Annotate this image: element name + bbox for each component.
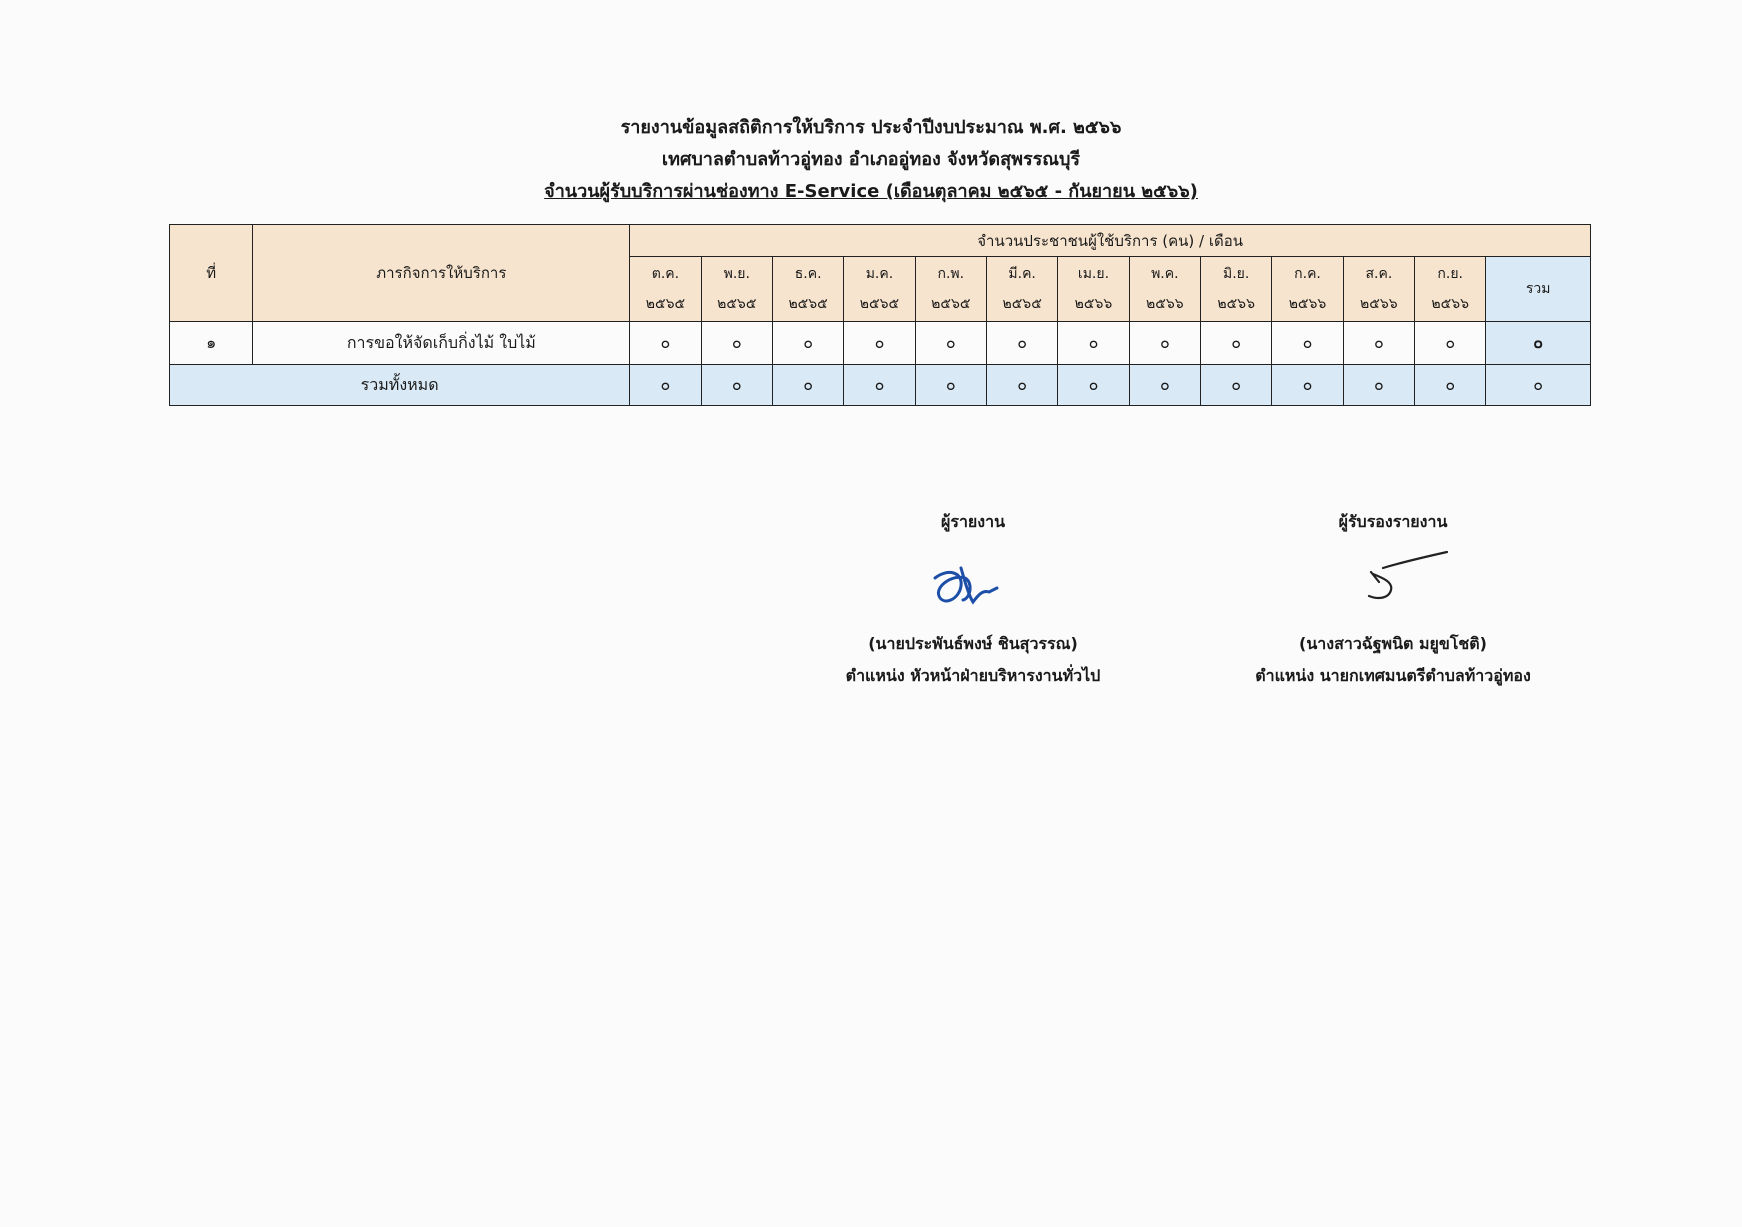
statistics-table — [169, 224, 1591, 406]
row-value: ๐ — [1272, 322, 1343, 365]
grand-total-value: ๐ — [772, 365, 843, 406]
month-header: พ.ย. ๒๕๖๕ — [701, 257, 772, 322]
row-value: ๐ — [1129, 322, 1200, 365]
approver-signature-block — [1233, 506, 1553, 692]
row-value: ๐ — [986, 322, 1057, 365]
row-value: ๐ — [1058, 322, 1129, 365]
month-header: ม.ค. ๒๕๖๕ — [844, 257, 915, 322]
row-total: ๐ — [1486, 322, 1591, 365]
row-value: ๐ — [1343, 322, 1414, 365]
signature-scribble-icon — [813, 538, 1133, 628]
table-row — [170, 322, 1591, 365]
row-value: ๐ — [630, 322, 701, 365]
col-header-no: ที่ — [170, 225, 253, 322]
grand-total-row — [170, 365, 1591, 406]
report-header — [0, 112, 1742, 208]
reporter-position: ตำแหน่ง หัวหน้าฝ่ายบริหารงานทั่วไป — [845, 666, 1101, 685]
approver-role: ผู้รับรองรายงาน — [1338, 512, 1448, 531]
grand-total-value: ๐ — [1058, 365, 1129, 406]
reporter-signature-block — [813, 506, 1133, 692]
row-value: ๐ — [1415, 322, 1486, 365]
month-header: ก.ค. ๒๕๖๖ — [1272, 257, 1343, 322]
col-header-service: ภารกิจการให้บริการ — [253, 225, 630, 322]
grand-total-value: ๐ — [1415, 365, 1486, 406]
grand-total-value: ๐ — [986, 365, 1057, 406]
month-header: มี.ค. ๒๕๖๕ — [986, 257, 1057, 322]
row-value: ๐ — [701, 322, 772, 365]
month-header: ก.พ. ๒๕๖๕ — [915, 257, 986, 322]
month-header: ส.ค. ๒๕๖๖ — [1343, 257, 1414, 322]
report-organization: เทศบาลตำบลท้าวอู่ทอง อำเภออู่ทอง จังหวัดสุพรรณบุรี — [661, 149, 1081, 170]
signature-mark-icon — [1233, 538, 1553, 628]
month-header: ธ.ค. ๒๕๖๕ — [772, 257, 843, 322]
month-header: ก.ย. ๒๕๖๖ — [1415, 257, 1486, 322]
report-title: รายงานข้อมูลสถิติการให้บริการ ประจำปีงบประมาณ พ.ศ. ๒๕๖๖ — [620, 117, 1122, 138]
month-header: พ.ค. ๒๕๖๖ — [1129, 257, 1200, 322]
reporter-signature — [813, 538, 1133, 628]
col-header-group: จำนวนประชาชนผู้ใช้บริการ (คน) / เดือน — [630, 225, 1591, 257]
col-header-total: รวม — [1486, 257, 1591, 322]
report-subtitle: จำนวนผู้รับบริการผ่านช่องทาง E-Service (เดือนตุลาคม ๒๕๖๕ - กันยายน ๒๕๖๖) — [544, 181, 1198, 202]
month-header: มิ.ย. ๒๕๖๖ — [1201, 257, 1272, 322]
month-header: ต.ค. ๒๕๖๕ — [630, 257, 701, 322]
grand-total-value: ๐ — [701, 365, 772, 406]
grand-total-value: ๐ — [1201, 365, 1272, 406]
grand-total-value: ๐ — [844, 365, 915, 406]
grand-total-value: ๐ — [915, 365, 986, 406]
row-value: ๐ — [1201, 322, 1272, 365]
month-header: เม.ย. ๒๕๖๖ — [1058, 257, 1129, 322]
grand-total-value: ๐ — [1272, 365, 1343, 406]
row-no: ๑ — [170, 322, 253, 365]
approver-position: ตำแหน่ง นายกเทศมนตรีตำบลท้าวอู่ทอง — [1255, 666, 1531, 685]
reporter-role: ผู้รายงาน — [940, 512, 1006, 531]
reporter-name: (นายประพันธ์พงษ์ ชินสุวรรณ) — [868, 634, 1078, 653]
grand-total-label: รวมทั้งหมด — [170, 365, 630, 406]
row-value: ๐ — [844, 322, 915, 365]
grand-total-sum: ๐ — [1486, 365, 1591, 406]
grand-total-value: ๐ — [1129, 365, 1200, 406]
approver-signature — [1233, 538, 1553, 628]
row-value: ๐ — [915, 322, 986, 365]
approver-name: (นางสาวฉัฐพนิต มยูขโชติ) — [1299, 634, 1487, 653]
grand-total-value: ๐ — [1343, 365, 1414, 406]
grand-total-value: ๐ — [630, 365, 701, 406]
row-value: ๐ — [772, 322, 843, 365]
row-service: การขอให้จัดเก็บกิ่งไม้ ใบไม้ — [253, 322, 630, 365]
